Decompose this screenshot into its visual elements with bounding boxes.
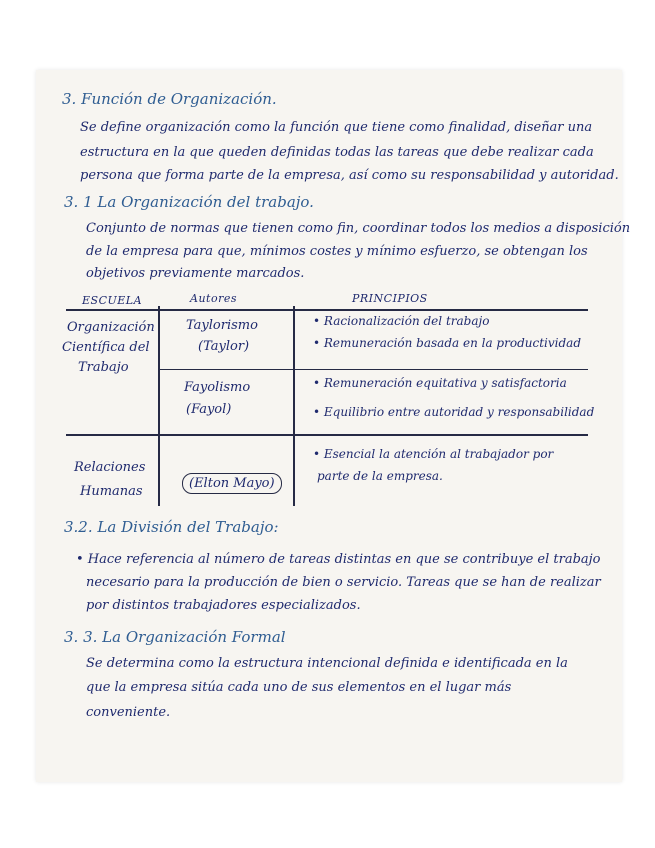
school-scientific-line-3: Trabajo bbox=[78, 360, 129, 375]
section-3-1-line-1: Conjunto de normas que tienen como fin, coordinar todos los medios a disposición bbox=[86, 221, 631, 236]
principle-taylor-1: • Racionalización del trabajo bbox=[313, 314, 490, 328]
section-3-title: 3. Función de Organización. bbox=[62, 90, 277, 108]
school-scientific-line-2: Científica del bbox=[62, 340, 150, 355]
section-3-1-line-3: objetivos previamente marcados. bbox=[86, 266, 305, 281]
section-3-1-line-2: de la empresa para que, mínimos costes y mínimo esfuerzo, se obtengan los bbox=[86, 244, 588, 259]
table-column-divider-2 bbox=[293, 306, 295, 506]
section-3-3-title: 3. 3. La Organización Formal bbox=[64, 628, 286, 646]
principle-fayol-1: • Remuneración equitativa y satisfactoria bbox=[313, 376, 567, 390]
principle-fayol-2: • Equilibrio entre autoridad y responsabilidad bbox=[313, 405, 595, 419]
school-human-relations-line-1: Relaciones bbox=[74, 460, 146, 475]
table-header-principles: PRINCIPIOS bbox=[352, 292, 428, 305]
section-3-2-line-1: • Hace referencia al número de tareas distintas en que se contribuye el trabajo bbox=[76, 552, 601, 567]
section-3-line-2: estructura en la que queden definidas todas las tareas que debe realizar cada bbox=[80, 145, 594, 160]
author-fayol: (Fayol) bbox=[186, 402, 232, 417]
section-3-3-line-3: conveniente. bbox=[86, 705, 171, 720]
author-taylor: (Taylor) bbox=[198, 339, 250, 354]
section-3-3-line-1: Se determina como la estructura intencional definida e identificada en la bbox=[86, 656, 568, 671]
section-3-line-1: Se define organización como la función que tiene como finalidad, diseñar una bbox=[80, 120, 593, 135]
school-human-relations-line-2: Humanas bbox=[80, 484, 143, 499]
author-taylorismo: Taylorismo bbox=[186, 318, 258, 333]
principle-mayo-1: • Esencial la atención al trabajador por bbox=[313, 447, 554, 461]
section-3-1-title: 3. 1 La Organización del trabajo. bbox=[64, 193, 314, 211]
author-elton-mayo: (Elton Mayo) bbox=[182, 473, 282, 494]
section-3-2-line-3: por distintos trabajadores especializados. bbox=[86, 598, 361, 613]
table-column-divider-1 bbox=[158, 306, 160, 506]
section-3-2-line-2: necesario para la producción de bien o servicio. Tareas que se han de realizar bbox=[86, 575, 601, 590]
section-3-3-line-2: que la empresa sitúa cada uno de sus elementos en el lugar más bbox=[86, 680, 512, 695]
principle-taylor-2: • Remuneración basada en la productividad bbox=[313, 336, 582, 350]
author-fayolismo: Fayolismo bbox=[184, 380, 251, 395]
table-header-school: ESCUELA bbox=[82, 294, 143, 307]
table-row-rule bbox=[66, 434, 588, 436]
table-subrow-rule bbox=[160, 369, 588, 370]
table-header-rule bbox=[66, 309, 588, 311]
table-header-authors: Autores bbox=[190, 292, 237, 305]
section-3-2-title: 3.2. La División del Trabajo: bbox=[64, 518, 279, 536]
school-scientific-line-1: Organización bbox=[67, 320, 155, 335]
principle-mayo-2: parte de la empresa. bbox=[317, 469, 443, 483]
section-3-line-3: persona que forma parte de la empresa, así como su responsabilidad y autoridad. bbox=[80, 168, 619, 183]
